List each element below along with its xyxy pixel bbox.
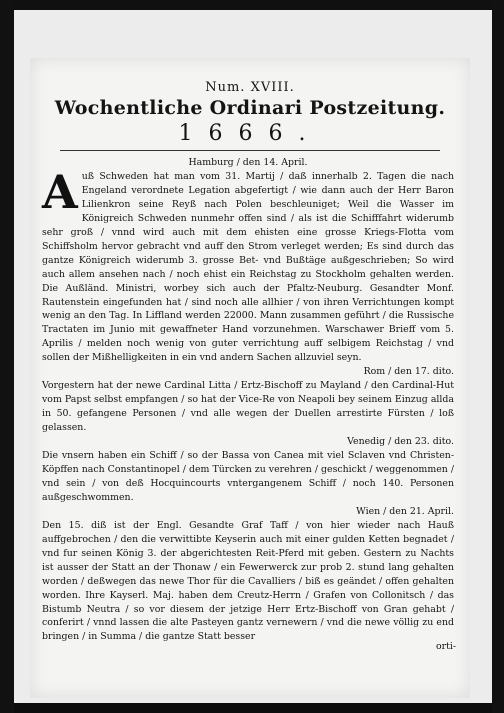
drop-cap: A	[42, 164, 78, 219]
scan-edge-left	[0, 0, 14, 713]
scan-edge-top	[0, 0, 504, 10]
dateline-hamburg: Hamburg / den 14. April.	[188, 157, 308, 168]
scan-edge-right	[492, 0, 504, 713]
scan-edge-bottom	[0, 703, 504, 713]
newspaper-title: Wochentliche Ordinari Postzeitung.	[54, 97, 446, 119]
newspaper-page	[30, 58, 470, 698]
paragraph-rom: Vorgestern hat der newe Cardinal Litta / Ertz-Bischoff zu Mayland / den Cardinal-Hut vom Papst selbst empfangen / so hat der Vice-Re von Neapoli bey seinem Einzug allda in 50. gefangene Personen / vnd alle wegen der Duellen arrestirte Fürsten / loß gelassen.	[42, 380, 454, 434]
masthead	[30, 80, 470, 146]
paragraph-venedig: Die vnsern haben ein Schiff / so der Bassa von Canea mit viel Sclaven vnd Christen-Köpffen nach Constantinopel / dem Türcken zu verehren / geschickt / weggenommen / vnd sein / von deß Hocquincourts vntergangenem Schiff / noch 140. Personen außgeschwommen.	[42, 450, 454, 503]
issue-number: Num. XVIII.	[205, 80, 295, 95]
paragraph-wien: Den 15. diß ist der Engl. Gesandte Graf Taff / von hier wieder nach Hauß auffgebrochen / den die verwittibte Keyserin auch mit einer gulden Ketten begnadet / vnd fur seinen König 3. der abgerichtesten Reit-Pferd mit geben. Gestern zu Nachts ist ausser der Statt an der Thonaw / ein Fewerwerck zur prob 2. stund lang gehalten worden / deßwegen das newe Thor für die Cavalliers / biß es geändet / offen gehalten worden. Ihre Kayserl. Maj. haben dem Creutz-Herrn / Grafen von Collonitsch / das Bistumb Neutra / so vor diesem der jetzige Herr Ertz-Bischoff von Gran gehabt / conferirt / vnnd lassen die alte Pasteyen gantz vernewern / vnd die newe völlig zu end bringen / in Summa / die gantze Statt besser	[42, 519, 454, 643]
paragraph-text: uß Schweden hat man vom 31. Martij / daß innerhalb 2. Tagen die nach Engeland verordnete Legation abgefertigt / wie dann auch der Herr Baron Lilienkron seine Reyß nach Polen beschleuniget; Weil die Wasser im Königreich Schweden nunmehr offen sind / als ist die Schifffahrt widerumb sehr groß / vnnd wird auch mit dem ehisten eine grosse Kriegs-Flotta vom Schiffsholm hervor gebracht vnd auff den Strom verleget werden; Es sind durch das gantze Königreich widerumb 3. grosse Bet- vnd Bußtäge außgeschrieben; So wird auch allem ansehen nach / noch ehist ein Reichstag zu Stockholm gehalten werden. Die Außländ. Ministri, worbey sich auch der Pfaltz-Neuburg. Gesandter Monf. Rautenstein eingefunden hat / sind noch alle allhier / von ihren Verrichtungen kompt wenig an den Tag. In Liffland werden 22000. Mann zusammen geführt / die Russische Tractaten im Junio mit gewaffneter Hand vorzunehmen. Warschawer Brieff vom 5. Aprilis / melden noch wenig von guter verrichtung auff selbigem Reichstag / vnd sollen der Mißhelligkeiten in ein vnd andern Sachen allzuviel seyn.	[42, 170, 454, 364]
dateline-rom: Rom / den 17. dito.	[363, 366, 454, 378]
article-body	[42, 156, 454, 644]
issue-year: 1666.	[178, 121, 322, 146]
header-rule	[60, 150, 440, 151]
dateline-wien: Wien / den 21. April.	[356, 505, 454, 517]
dateline-venedig: Venedig / den 23. dito.	[347, 436, 454, 448]
paragraph-schweden	[42, 164, 454, 365]
catchword: orti-	[435, 641, 456, 652]
